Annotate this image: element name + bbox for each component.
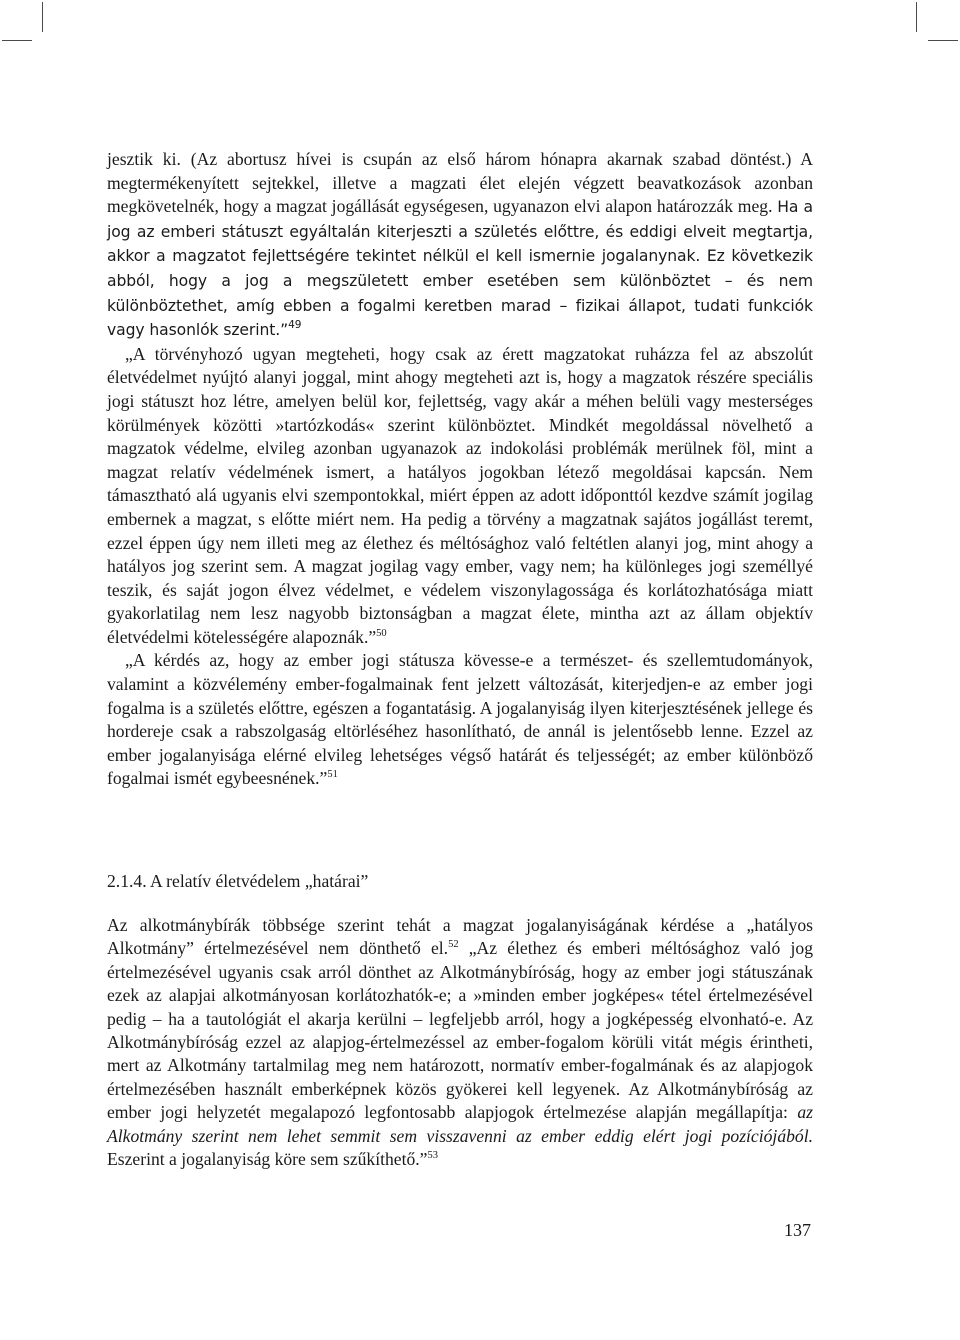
paragraph-4-text-a: Az alkotmánybírák többsége szerint tehát a magzat jogalanyiságának kérdése a „hatályos Alkotmány” értelmezésével nem dönthető el.	[107, 915, 813, 959]
paragraph-2-text: „A törvényhozó ugyan megteheti, hogy csak az érett magzatokat ruházza fel az abszolút életvédelmet nyújtó alanyi joggal, mint ahogy megteheti azt is, hogy a magzatok részére speciális jogi státuszt hoz létre, amelyen belül kor, fejlettség, vagy akár a méhen belüli vagy mesterséges körülmények közötti »tartózkodás« szerint különböztet. Mindkét megoldással növelhető a magzatok védelme, elvileg azonban ugyanazok az indokolási problémák merülnek föl, mint a magzat relatív védelmének ismert, a hatályos jogokban létező megoldásai kapcsán. Nem támasztható alá ugyanis elvi szempontokkal, miért éppen az adott időponttól kezdve számít jogilag embernek a magzat, s előtte miért nem. Ha pedig a törvény a magzatnak sajátos jogállást teremt, ezzel éppen úgy nem illeti meg az élethez és méltósághoz való feltétlen alanyi jog, mint ahogy a hatályos jog szerint sem. A magzat jogilag vagy ember, vagy nem; ha különleges jogi személlyé teszik, és saját jogon élvez védelmet, e védelem viszonylagossága és korlátozhatósága miatt gyakorlatilag nem lesz nagyobb biztonságban a magzat élete, mintha azt az állam objektív életvédelmi kötelességére alapoznák.”	[107, 343, 813, 647]
section-heading: 2.1.4. A relatív életvédelem „határai”	[107, 871, 369, 891]
crop-mark-top-left-horizontal	[2, 40, 32, 41]
paragraph-3	[107, 649, 813, 791]
page-number: 137	[784, 1220, 811, 1240]
footnote-ref-51: 51	[327, 769, 338, 781]
paragraph-1-text-b: Ez következik abból, hogy a jog a megszületett ember esetében sem különböztet – és nem különböztethet, amíg ebben a fogalmi keretben marad – fizikai állapot, tudati funkciók vagy hasonlók szerint.”	[107, 247, 813, 340]
crop-mark-top-left-vertical	[42, 2, 43, 32]
footnote-ref-49: 49	[288, 319, 302, 332]
body-text-top	[107, 148, 813, 791]
paragraph-1	[107, 148, 813, 343]
paragraph-1-sans-text: Ha a jog az emberi státuszt egyáltalán kiterjeszti a születés előttre, és eddigi elveit megtartja, akkor a magzatot fejlettségére tekintet nélkül el kell ismernie jogalanynak.	[107, 198, 813, 266]
paragraph-4	[107, 914, 813, 1171]
footnote-ref-53: 53	[427, 1150, 438, 1162]
paragraph-2	[107, 343, 813, 650]
paragraph-3-text: „A kérdés az, hogy az ember jogi státusza kövesse-e a természet- és szellemtudományok, valamint a közvélemény ember-fogalmainak fent jelzett változását, kiterjedjen-e az ember jogi fogalma is a születés előttre, egészen a fogantatásig. A jogalanyiság ilyen kiterjesztésének jellege és hordereje csak a rabszolgaság eltörléséhez hasonlítható, de annál is jelentősebb lenne. Ezzel az ember jogalanyisága elérné elvileg lehetséges végső határát és teljességét; az ember különböző fogalmai ismét egybeesnének.”	[107, 650, 813, 789]
crop-mark-top-right-horizontal	[928, 40, 958, 41]
body-text-bottom	[107, 914, 813, 1171]
crop-mark-top-right-vertical	[916, 2, 917, 32]
footnote-ref-52: 52	[448, 939, 459, 951]
paragraph-4-text-c: Eszerint a jogalanyiság köre sem szűkíthető.”	[107, 1149, 428, 1170]
footnote-ref-50: 50	[376, 628, 387, 640]
paragraph-4-text-b: „Az élethez és emberi méltósághoz való jog értelmezésével ugyanis csak arról dönthet az Alkotmánybíróság, hogy az ember jogi státuszának ezek az alapjai alkotmányosan korlátozhatók-e; a »minden ember jogképes« tétel értelmezésével pedig – ha a tautológiát el akarja kerülni – legfeljebb arról, hogy a jogképesség elvonható-e. Az Alkotmánybíróság ezzel az alapjog-értelmezéssel az ember-fogalom körüli vitát mégis érintheti, mert az Alkotmány tartalmilag meg nem határozott, normatív ember-fogalmának és az alapjogok értelmezésében használt emberképnek közös gyökerei kell legyenek. Az Alkotmánybíróság az ember jogi helyzetét megalapozó legfontosabb alapjogok értelmezése alapján megállapítja:	[107, 938, 813, 1123]
paragraph-4-italic-quote: az Alkotmány szerint nem lehet semmit sem visszavenni az ember eddig elért jogi pozíciójából.	[107, 1102, 813, 1146]
paragraph-1-text-a: jesztik ki. (Az abortusz hívei is csupán az első három hónapra akarnak szabad döntést.) A megtermékenyített sejtekkel, illetve a magzati élet elején végzett beavatkozások azonban megkövetelnék, hogy a magzat jogállását egységesen, ugyanazon elvi alapon határozzák meg.	[107, 149, 813, 217]
